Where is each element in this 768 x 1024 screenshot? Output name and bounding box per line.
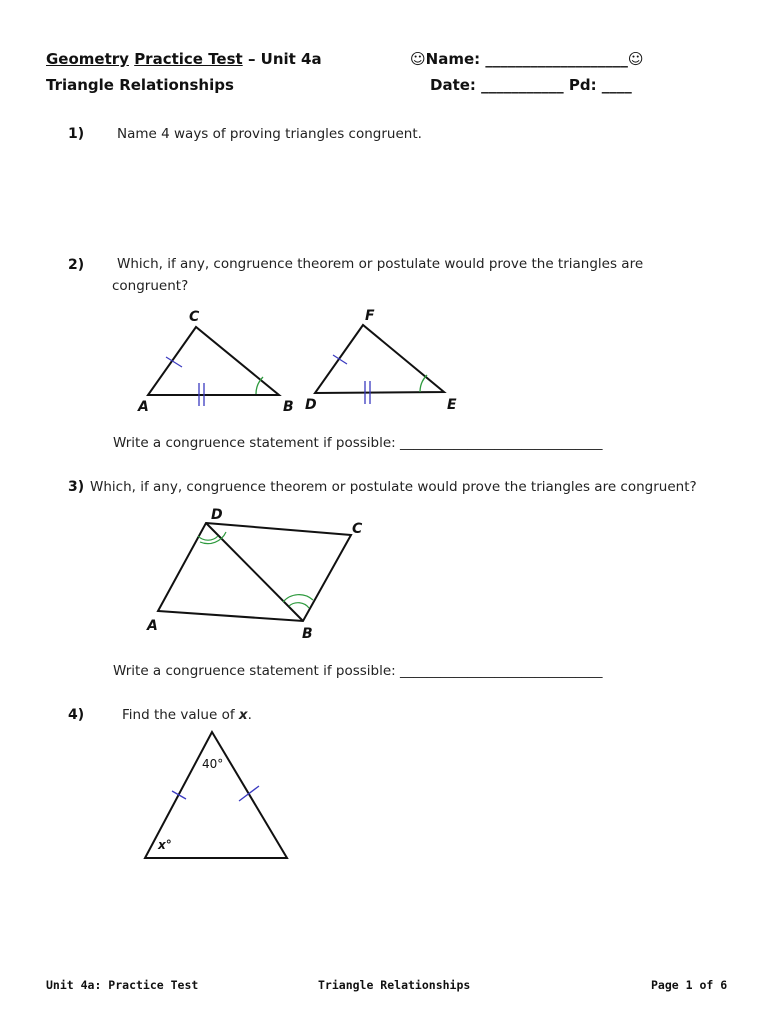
question-4-variable: x <box>238 707 248 723</box>
q2-label-c: C <box>189 309 200 325</box>
question-4-suffix: . <box>247 707 252 723</box>
question-3-congruence-prompt: Write a congruence statement if possible: ______________________________ <box>113 663 603 679</box>
q4-angle-40: 40° <box>202 757 224 771</box>
document-subtitle: Triangle Relationships <box>46 76 234 94</box>
question-1-number: 1) <box>68 126 85 142</box>
title-geometry: Geometry <box>46 50 129 68</box>
footer-left: Unit 4a: Practice Test <box>46 978 199 992</box>
q2-label-a: A <box>138 399 149 415</box>
question-3-number: 3) <box>68 479 85 495</box>
q3-label-d: D <box>211 507 223 523</box>
q2-label-b: B <box>283 399 294 415</box>
question-4-prefix: Find the value of <box>122 707 235 723</box>
footer-center: Triangle Relationships <box>318 978 471 992</box>
q2-label-f: F <box>365 308 375 324</box>
question-4-number: 4) <box>68 707 85 723</box>
q4-angle-x: x° <box>158 838 172 852</box>
title-practice-test: Practice Test <box>134 50 243 68</box>
footer-page-number: Page 1 of 6 <box>651 978 728 992</box>
q2-label-e: E <box>447 397 457 413</box>
name-field: ☺Name: ___________________☺ <box>410 50 644 68</box>
tick-right-side <box>239 786 259 801</box>
q3-label-a: A <box>147 618 158 634</box>
question-2-text-line2: congruent? <box>112 278 189 294</box>
title-unit: – Unit 4a <box>247 50 322 68</box>
q3-label-b: B <box>302 626 313 642</box>
q2-label-d: D <box>305 397 317 413</box>
question-3-text: Which, if any, congruence theorem or postulate would prove the triangles are congruent? <box>90 479 697 495</box>
question-1-text: Name 4 ways of proving triangles congruent. <box>117 126 422 142</box>
question-2-number: 2) <box>68 257 85 273</box>
question-2-text-line1: Which, if any, congruence theorem or postulate would prove the triangles are <box>117 256 644 272</box>
question-2-congruence-prompt: Write a congruence statement if possible: ______________________________ <box>113 435 603 451</box>
date-period-field: Date: ___________ Pd: ____ <box>430 76 632 94</box>
q3-label-c: C <box>352 521 363 537</box>
